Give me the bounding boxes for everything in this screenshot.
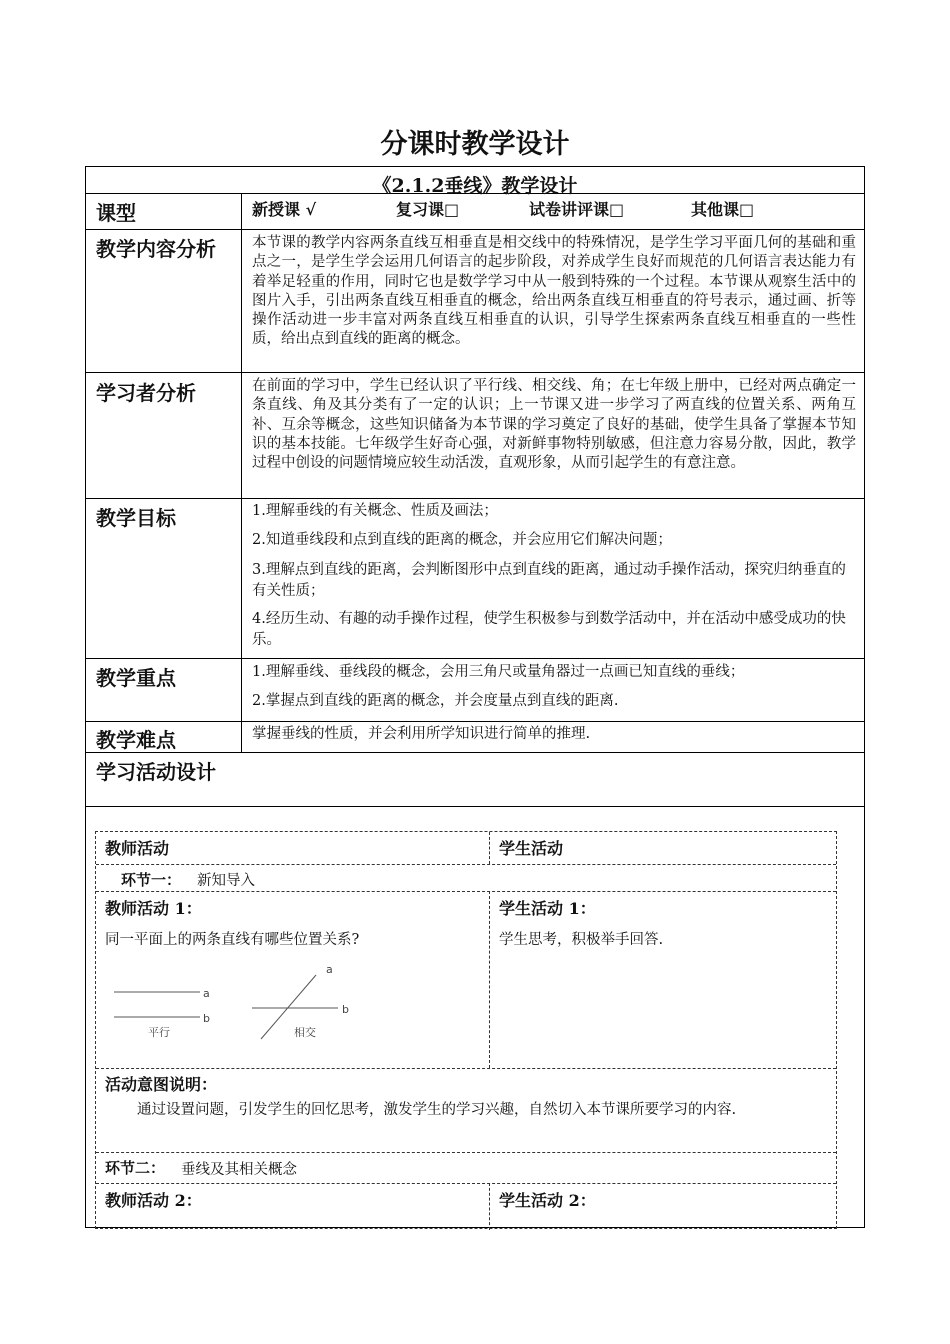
- teacher-activity-2-title: 教师活动 2：: [105, 1191, 202, 1210]
- content-analysis-label: 教学内容分析: [96, 237, 216, 261]
- page-title: 分课时教学设计: [380, 129, 570, 160]
- learner-analysis-text: 在前面的学习中，学生已经认识了平行线、相交线、角；在七年级上册中，已经对两点确定一条直线、角及其分类有了一定的认识；上一节课又进一步学习了两直线的位置关系、两角互补、互余等概念，这些知识储备为本节课的学习奠定了良好的基础，使学生具备了掌握本节知识的基本技能。七年级学生好奇心强，对新鲜事物特别敏感，但注意力容易分散，因此，教学过程中创设的问题情境应较生动活泼，直观形象，从而引起学生的有意注意。: [252, 378, 856, 472]
- teacher-activity-1-question: 同一平面上的两条直线有哪些位置关系?: [105, 932, 360, 948]
- row-divider: [86, 721, 864, 722]
- objective-item: 4.经历生动、有趣的动手操作过程，使学生积极参与到数学活动中，并在活动中感受成功的快乐。: [252, 611, 846, 648]
- key-point-item: 2.掌握点到直线的距离的概念，并会度量点到直线的距离.: [252, 693, 619, 709]
- column-divider: [241, 193, 242, 752]
- student-activity-1-text: 学生思考，积极举手回答.: [499, 932, 664, 948]
- dashed-divider: [96, 1183, 836, 1184]
- row-divider: [86, 498, 864, 499]
- step2-label: 环节二：: [105, 1159, 166, 1177]
- activity-table: [95, 831, 837, 1229]
- row-divider: [86, 658, 864, 659]
- objectives-label: 教学目标: [96, 506, 176, 530]
- dashed-col-divider: [489, 1183, 490, 1230]
- intent-text: 通过设置问题，引发学生的回忆思考，激发学生的学习兴趣，自然切入本节课所要学习的内容.: [137, 1102, 737, 1118]
- row-divider: [86, 229, 864, 230]
- key-point-item: 1.理解垂线、垂线段的概念，会用三角尺或量角器过一点画已知直线的垂线；: [252, 664, 745, 680]
- objective-item: 1.理解垂线的有关概念、性质及画法；: [252, 503, 498, 519]
- lesson-type-label: 课型: [96, 201, 136, 225]
- line-relations-figure: [96, 957, 376, 1057]
- objective-item: 2.知道垂线段和点到直线的距离的概念，并会应用它们解决问题；: [252, 532, 672, 548]
- intersect-label-a: a: [326, 963, 333, 976]
- parallel-label-b: b: [203, 1012, 210, 1025]
- dashed-divider: [96, 1152, 836, 1153]
- intersect-label-b: b: [342, 1003, 349, 1016]
- step1-name: 新知导入: [197, 873, 255, 889]
- intersect-caption: 相交: [294, 1026, 316, 1039]
- step2-name: 垂线及其相关概念: [181, 1162, 297, 1178]
- dashed-col-divider: [489, 832, 490, 864]
- row-divider: [86, 752, 864, 753]
- teacher-activity-1-title: 教师活动 1：: [105, 899, 202, 918]
- parallel-caption: 平行: [148, 1026, 170, 1039]
- lesson-type-review: 复习课□: [396, 200, 460, 219]
- objective-item: 3.理解点到直线的距离，会判断图形中点到直线的距离，通过动手操作活动，探究归纳垂直的有关性质；: [252, 562, 846, 599]
- activity-design-label: 学习活动设计: [96, 760, 216, 784]
- row-divider: [86, 806, 864, 807]
- lesson-type-new: 新授课 √: [252, 200, 317, 219]
- lesson-type-exam-review: 试卷讲评课□: [529, 200, 625, 219]
- student-header: 学生活动: [499, 839, 564, 858]
- difficulties-text: 掌握垂线的性质，并会利用所学知识进行简单的推理.: [252, 726, 591, 742]
- lesson-type-other: 其他课□: [691, 200, 755, 219]
- row-divider: [86, 372, 864, 373]
- content-analysis-text: 本节课的教学内容两条直线互相垂直是相交线中的特殊情况，是学生学习平面几何的基础和重点之一，是学生学会运用几何语言的起步阶段，对养成学生良好而规范的几何语言表达能力有着举足轻重的作用，同时它也是数学学习中从一般到特殊的一个过程。本节课从观察生活中的图片入手，引出两条直线互相垂直的概念，给出两条直线互相垂直的符号表示，通过画、折等操作活动进一步丰富对两条直线互相垂直的认识，引导学生探索两条直线互相垂直的一些性质，给出点到直线的距离的概念。: [252, 235, 856, 348]
- learner-analysis-label: 学习者分析: [96, 381, 196, 405]
- parallel-label-a: a: [203, 987, 210, 1000]
- lesson-design-table: [85, 166, 865, 1228]
- step1-label: 环节一：: [121, 871, 182, 889]
- dashed-col-divider: [489, 891, 490, 1068]
- teacher-header: 教师活动: [105, 839, 170, 858]
- intent-title: 活动意图说明：: [105, 1075, 218, 1094]
- dashed-divider: [96, 1068, 836, 1069]
- student-activity-2-title: 学生活动 2：: [499, 1191, 596, 1210]
- dashed-divider: [96, 891, 836, 892]
- key-points-label: 教学重点: [96, 666, 176, 690]
- lesson-subtitle: 《2.1.2垂线》教学设计: [372, 175, 578, 197]
- dashed-divider: [96, 864, 836, 865]
- student-activity-1-title: 学生活动 1：: [499, 899, 596, 918]
- difficulties-label: 教学难点: [96, 728, 176, 752]
